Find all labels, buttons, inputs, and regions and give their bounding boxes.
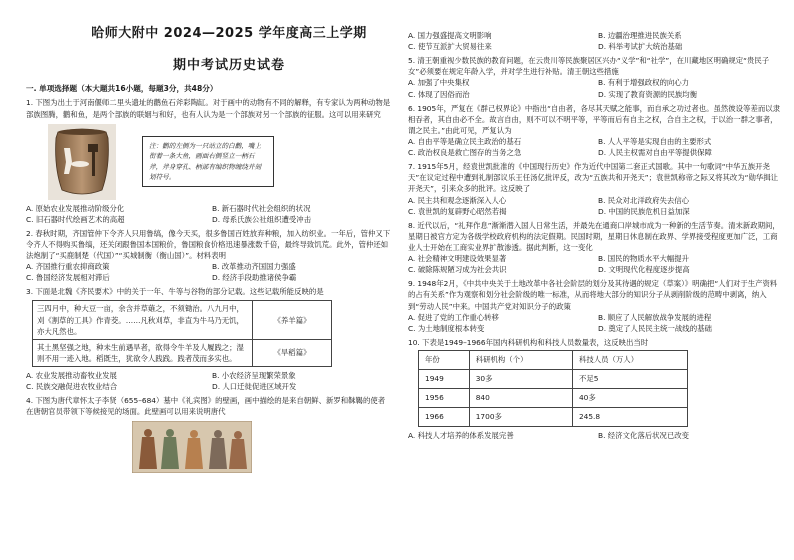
option-d[interactable]: D. 科举考试扩大统治基础 (598, 42, 683, 52)
column-header: 年份 (419, 350, 470, 369)
answer-options (408, 195, 782, 217)
question-9 (408, 278, 782, 334)
option-b[interactable]: B. 国民的物质水平大幅提升 (598, 254, 690, 264)
option-b[interactable]: B. 改革推动齐国国力强盛 (212, 262, 296, 272)
table-row (419, 407, 688, 426)
painted-pottery-jar-image (48, 124, 116, 200)
table-cell: 1949 (419, 369, 470, 388)
answer-options (26, 203, 392, 225)
table-cell: 30多 (469, 369, 572, 388)
answer-options (408, 430, 782, 441)
question-stem: 3. 下面是北魏《齐民要术》中的关于一年、牛等与谷物的部分记载。这些记载所能反映的是 (26, 287, 324, 297)
option-a[interactable]: A. 加强了中央集权 (408, 78, 470, 88)
question-3 (26, 286, 392, 392)
option-a[interactable]: A. 促进了党的工作重心转移 (408, 312, 499, 322)
option-d[interactable]: D. 实现了教育资源的民族均衡 (598, 89, 698, 99)
option-d[interactable]: D. 中国的民族危机日益加深 (598, 206, 690, 216)
answer-options (408, 77, 782, 99)
question-5 (408, 55, 782, 99)
answer-options (408, 253, 782, 275)
option-a[interactable]: A. 社会精神文明建设效果显著 (408, 254, 507, 264)
image-caption-box: 注：鹳的左侧为一只站立的白鹳，嘴上衔着一条大鱼，画面右侧竖立一柄石斧，斧身穿孔、柄部有编织物缠绕并刻划符号。 (142, 136, 274, 187)
table-cell: 不足5 (572, 369, 687, 388)
table-cell: 1966 (419, 407, 470, 426)
question-stem: 8. 近代以后，“礼拜作息”渐渐潜入国人日常生活，并最先在通商口岸城市成为一种新的生活节奏。清末新政期间，星期日被官方定为各级学校政府机构的法定假期。民国时期，星期日休息制在政界、学界接受程度更加广泛，工商业人士开始在工商实业界扩散渗透。据此判断，这一变化 (408, 220, 780, 252)
option-b[interactable]: B. 有利于增强政权的向心力 (598, 78, 690, 88)
option-c[interactable]: C. 民族交融促进农牧业结合 (26, 382, 118, 392)
answer-options (26, 261, 392, 283)
option-b[interactable]: B. 边疆治理推进民族关系 (598, 31, 682, 40)
option-c[interactable]: C. 旧石器时代绘画艺术的高超 (26, 214, 125, 224)
question-stem: 9. 1948年2月，《中共中央关于土地改革中各社会阶层的划分及其待遇的规定（草案）》明确把“人们对于生产资料的占有关系”作为观察和划分社会阶级的唯一标准，从而将地大部分的知识分子从剥削阶级的范畴中剥离，纳入到“劳动人民”中来。中国共产党对知识分子的政策 (408, 279, 778, 311)
option-d[interactable]: D. 母系氏族公社组织遭受冲击 (212, 214, 312, 224)
option-a[interactable]: A. 民主共和观念逐渐深入人心 (408, 195, 507, 205)
option-a[interactable]: A. 自由平等是确立民主政治的基石 (408, 136, 522, 146)
question-stem: 1. 下图为出土于河南偃师二里头遗址的鹳鱼石斧彩陶缸。对于画中的动物有不同的解释，有专家认为两种动物是部族图腾，鹳和鱼，是两个部族的联姻与和好，也有人认为是一个部族对另一个部族的征服。这可以用来研究 (26, 98, 391, 119)
answer-options (408, 30, 782, 52)
table-cell: 《养羊篇》 (253, 301, 332, 339)
question-2 (26, 228, 392, 284)
column-header: 科研机构（个） (469, 350, 572, 369)
table-cell: 245.8 (572, 407, 687, 426)
option-c[interactable]: C. 体现了因俗而治 (408, 89, 470, 99)
option-d[interactable]: D. 文明现代化程度逐步提高 (598, 265, 690, 275)
question-stem: 2. 春秋时期，齐国管仲下令齐人只用鲁缟，像今天买，很多鲁国百姓放弃种粮，加入纺织业。一年后，管仲又下令齐人不得购买鲁缟，还关闭跟鲁国本国粮价，鲁国粮食价格迅速暴涨数千倍，最终导致饥荒。此外，管仲还如法炮制了“买鹿制楚（代国）”“买城制衡（衡山国）”。材料表明 (26, 228, 391, 261)
option-d[interactable]: D. 人民主权需对自由平等提供保障 (598, 148, 712, 158)
table-cell: 1700多 (469, 407, 572, 426)
option-a[interactable]: A. 原始农业发展推动阶级分化 (26, 203, 125, 213)
question-7 (408, 161, 782, 217)
option-d[interactable]: D. 奠定了人民民主统一战线的基础 (598, 323, 712, 333)
option-a[interactable]: A. 科技人才培养的体系发展完善 (408, 430, 514, 440)
question-stem: 10. 下表是1949–1966年国内科研机构和科技人员数量表，这反映出当时 (408, 337, 649, 347)
section-heading: 一. 单项选择题（本大题共16小题，每题3分，共48分） (26, 84, 218, 93)
question-figure (26, 124, 392, 200)
table-cell: 《旱稻篇》 (253, 339, 332, 366)
question-8 (408, 220, 782, 276)
question-stem: 4. 下图为唐代章怀太子李贤（655–684）墓中《礼宾图》的壁画，画中描绘的是来自朝鲜、新罗和靺鞨的使者在唐朝官员带领下等候接见的场面。此壁画可以用来说明唐代 (26, 396, 386, 417)
question-6 (408, 103, 782, 159)
school-title: 哈师大附中 2024—2025 学年度高三上学期 (91, 26, 367, 41)
column-header: 科技人员（万人） (572, 350, 687, 369)
option-c[interactable]: C. 袁世凯的复辟野心昭然若揭 (408, 206, 507, 216)
answer-options (408, 136, 782, 158)
option-a[interactable]: A. 农业发展推动畜牧业发展 (26, 371, 117, 381)
right-column (408, 0, 782, 441)
source-table (32, 300, 332, 367)
table-row (33, 301, 332, 339)
mural-painting-image (132, 421, 252, 473)
answer-options (408, 312, 782, 334)
data-table (418, 350, 688, 427)
left-column (26, 0, 392, 477)
table-cell: 三四月中，种大豆一亩，余含并草薙之，不须锄治。八九月中，刈《割草的工具》作青茭。……凡秋刈草，非直为牛马乃无饥，亦大凡然也。 (33, 301, 253, 339)
table-cell: 1956 (419, 388, 470, 407)
question-4 (26, 395, 392, 476)
question-10 (408, 337, 782, 441)
option-b[interactable]: B. 新石器时代社会组织的状况 (212, 203, 311, 213)
option-b[interactable]: B. 民众对北洋政府失去信心 (598, 195, 690, 205)
table-cell: 40多 (572, 388, 687, 407)
question-4-options (408, 30, 782, 52)
question-stem: 6. 1905年，严复在《群己权界论》中指出“自由者，各尽其天赋之能事，而自承之功过者也。虽然彼设等差而以隶相吞者，其自由必不全。故言自由，则不可以不明平等，平等而后有自主之权，合自主之权，于以治一群之事者，谓之民主。”由此可见，严复认为 (408, 103, 781, 135)
question-1 (26, 97, 392, 224)
table-row (33, 339, 332, 366)
option-c[interactable]: C. 为土地制度根本转变 (408, 323, 485, 333)
option-b[interactable]: B. 顺应了人民解放战争发展的进程 (598, 312, 712, 322)
option-c[interactable]: C. 政治权良是救亡图存的当务之急 (408, 148, 522, 158)
option-c[interactable]: C. 使节互派扩大贸易往来 (408, 42, 492, 52)
table-header-row (419, 350, 688, 369)
option-a[interactable]: A. 齐国推行重农抑商政策 (26, 262, 110, 272)
exam-header (26, 24, 392, 75)
option-c[interactable]: C. 鲁国经济发展相对滞后 (26, 273, 110, 283)
option-b[interactable]: B. 小农经济呈现繁荣景象 (212, 371, 296, 381)
answer-options (26, 370, 392, 392)
exam-title: 期中考试历史试卷 (172, 57, 285, 73)
option-a[interactable]: A. 国力强盛提高文明影响 (408, 31, 492, 40)
option-b[interactable]: B. 人人平等是实现自由的主要形式 (598, 136, 712, 146)
table-cell: 其土黑坚强之地，种未生前遇旱者，欲得令牛羊及人履践之；湿则不用一迹入地。稻既生，犹欲令人践践。践者茂而多实也。 (33, 339, 253, 366)
option-b[interactable]: B. 经济文化落后状况已改变 (598, 430, 690, 440)
question-stem: 5. 清王朝重视少数民族的教育问题，在云贵川等民族聚居区兴办“义学”和“社学”，在川藏地区明确规定“贵民子女”必须要在规定年龄入学，并对学生进行补贴。清王朝这些措施 (408, 56, 770, 77)
table-cell: 840 (469, 388, 572, 407)
option-c[interactable]: C. 破除陈规陋习成为社会共识 (408, 265, 507, 275)
option-d[interactable]: D. 经济手段助推诸侯争霸 (212, 273, 297, 283)
question-stem: 7. 1915年5月，经袁世凯批准的《中国现行历史》作为近代中国第二套正式国歌。其中一句歌词“中华五族开尧天”在议定过程中遭到礼制部议乐王任汤亿批评反，改为“五族共和开尧天”；袁世凯称帝之际又将其改为“勋华揖让开尧天”，引来众多的批评。这反映了 (408, 162, 779, 194)
table-row (419, 369, 688, 388)
table-row (419, 388, 688, 407)
option-d[interactable]: D. 人口迁徙促进区域开发 (212, 382, 297, 392)
